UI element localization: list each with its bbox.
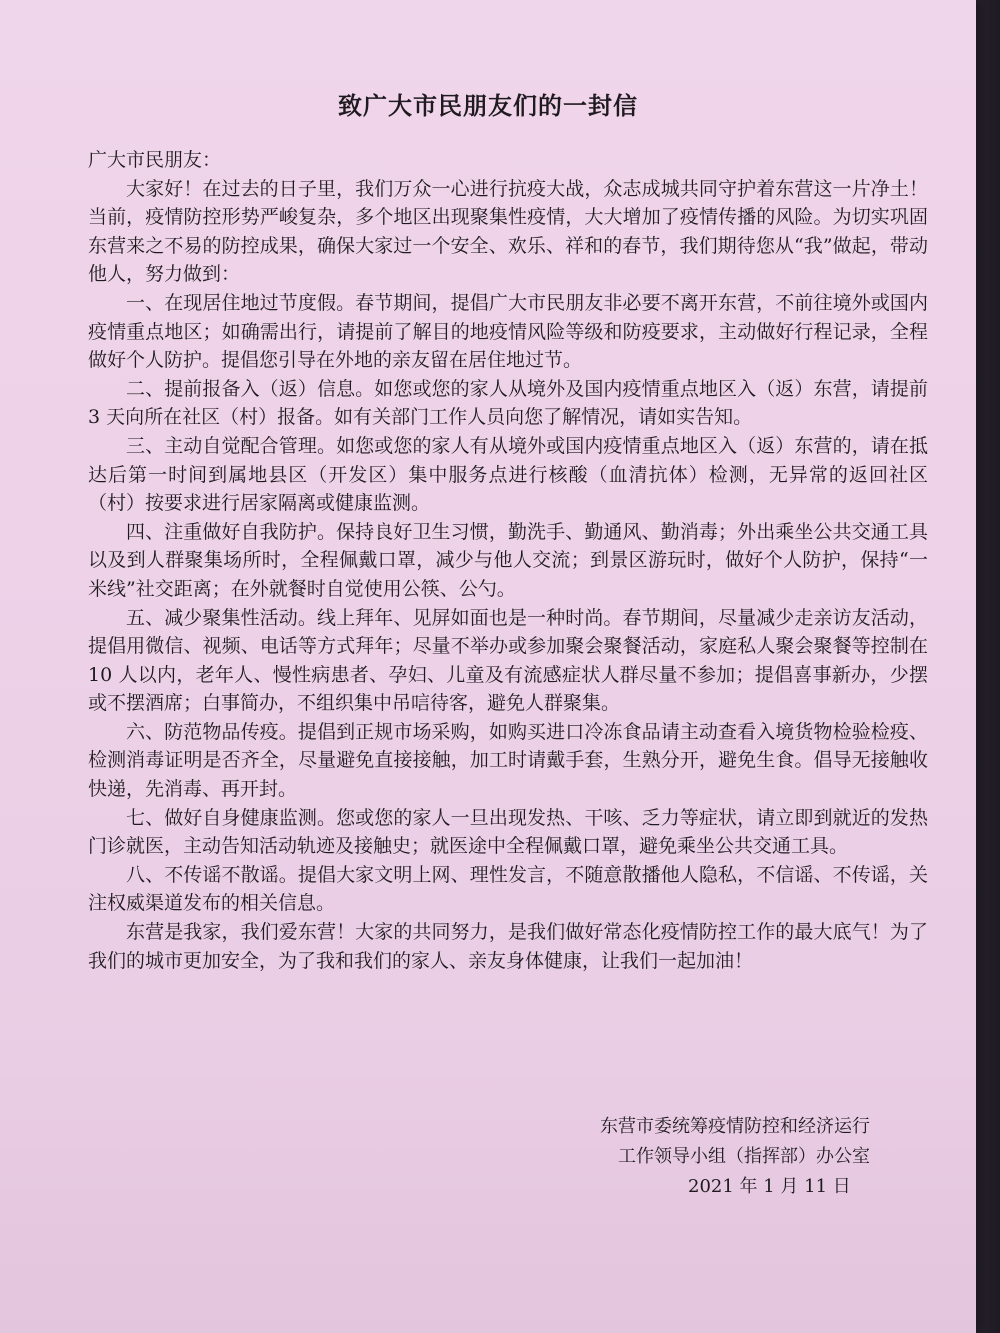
signature-block (600, 1112, 940, 1202)
paragraph-item-2: 二、提前报备入（返）信息。如您或您的家人从境外及国内疫情重点地区入（返）东营，请提前 3 天向所在社区（村）报备。如有关部门工作人员向您了解情况，请如实告知。 (88, 377, 928, 429)
paragraph-item-3: 三、主动自觉配合管理。如您或您的家人有从境外或国内疫情重点地区入（返）东营的，请在抵达后第一时间到属地县区（开发区）集中服务点进行核酸（血清抗体）检测，无异常的返回社区（村）按要求进行居家隔离或健康监测。 (88, 434, 928, 515)
signature-organization: 东营市委统筹疫情防控和经济运行 (600, 1116, 870, 1137)
paragraph-intro: 大家好！在过去的日子里，我们万众一心进行抗疫大战，众志成城共同守护着东营这一片净土！当前，疫情防控形势严峻复杂，多个地区出现聚集性疫情，大大增加了疫情传播的风险。为切实巩固东营来之不易的防控成果，确保大家过一个安全、欢乐、祥和的春节，我们期待您从“我”做起，带动他人，努力做到： (88, 177, 928, 286)
paragraph-item-1: 一、在现居住地过节度假。春节期间，提倡广大市民朋友非必要不离开东营，不前往境外或国内疫情重点地区；如确需出行，请提前了解目的地疫情风险等级和防疫要求，主动做好行程记录，全程做好个人防护。提倡您引导在外地的亲友留在居住地过节。 (88, 291, 928, 372)
letter-body (88, 146, 928, 975)
paragraph-item-6: 六、防范物品传疫。提倡到正规市场采购，如购买进口冷冻食品请主动查看入境货物检验检疫、检测消毒证明是否齐全，尽量避免直接接触，加工时请戴手套，生熟分开，避免生食。倡导无接触收快递，先消毒、再开封。 (88, 720, 928, 801)
signature-office: 工作领导小组（指挥部）办公室 (618, 1146, 870, 1167)
paragraph-item-7: 七、做好自身健康监测。您或您的家人一旦出现发热、干咳、乏力等症状，请立即到就近的发热门诊就医，主动告知活动轨迹及接触史；就医途中全程佩戴口罩，避免乘坐公共交通工具。 (88, 806, 928, 858)
paragraph-item-8: 八、不传谣不散谣。提倡大家文明上网、理性发言，不随意散播他人隐私，不信谣、不传谣，关注权威渠道发布的相关信息。 (88, 863, 928, 915)
paragraph-item-5: 五、减少聚集性活动。线上拜年、见屏如面也是一种时尚。春节期间，尽量减少走亲访友活动，提倡用微信、视频、电话等方式拜年；尽量不举办或参加聚会聚餐活动，家庭私人聚会聚餐等控制在 10 人以内，老年人、慢性病患者、孕妇、儿童及有流感症状人群尽量不参加；提倡喜事新办，少摆或不摆酒席；白事简办，不组织集中吊唁待客，避免人群聚集。 (88, 606, 928, 715)
letter-title: 致广大市民朋友们的一封信 (338, 91, 638, 120)
salutation: 广大市民朋友： (88, 149, 222, 171)
paragraph-closing: 东营是我家，我们爱东营！大家的共同努力，是我们做好常态化疫情防控工作的最大底气！为了我们的城市更加安全，为了我和我们的家人、亲友身体健康，让我们一起加油！ (88, 921, 928, 972)
signature-date: 2021 年 1 月 11 日 (688, 1176, 851, 1197)
paragraph-item-4: 四、注重做好自我防护。保持良好卫生习惯，勤洗手、勤通风、勤消毒；外出乘坐公共交通工具以及到人群聚集场所时，全程佩戴口罩，减少与他人交流；到景区游玩时，做好个人防护，保持“一米线”社交距离；在外就餐时自觉使用公筷、公勺。 (88, 520, 928, 600)
